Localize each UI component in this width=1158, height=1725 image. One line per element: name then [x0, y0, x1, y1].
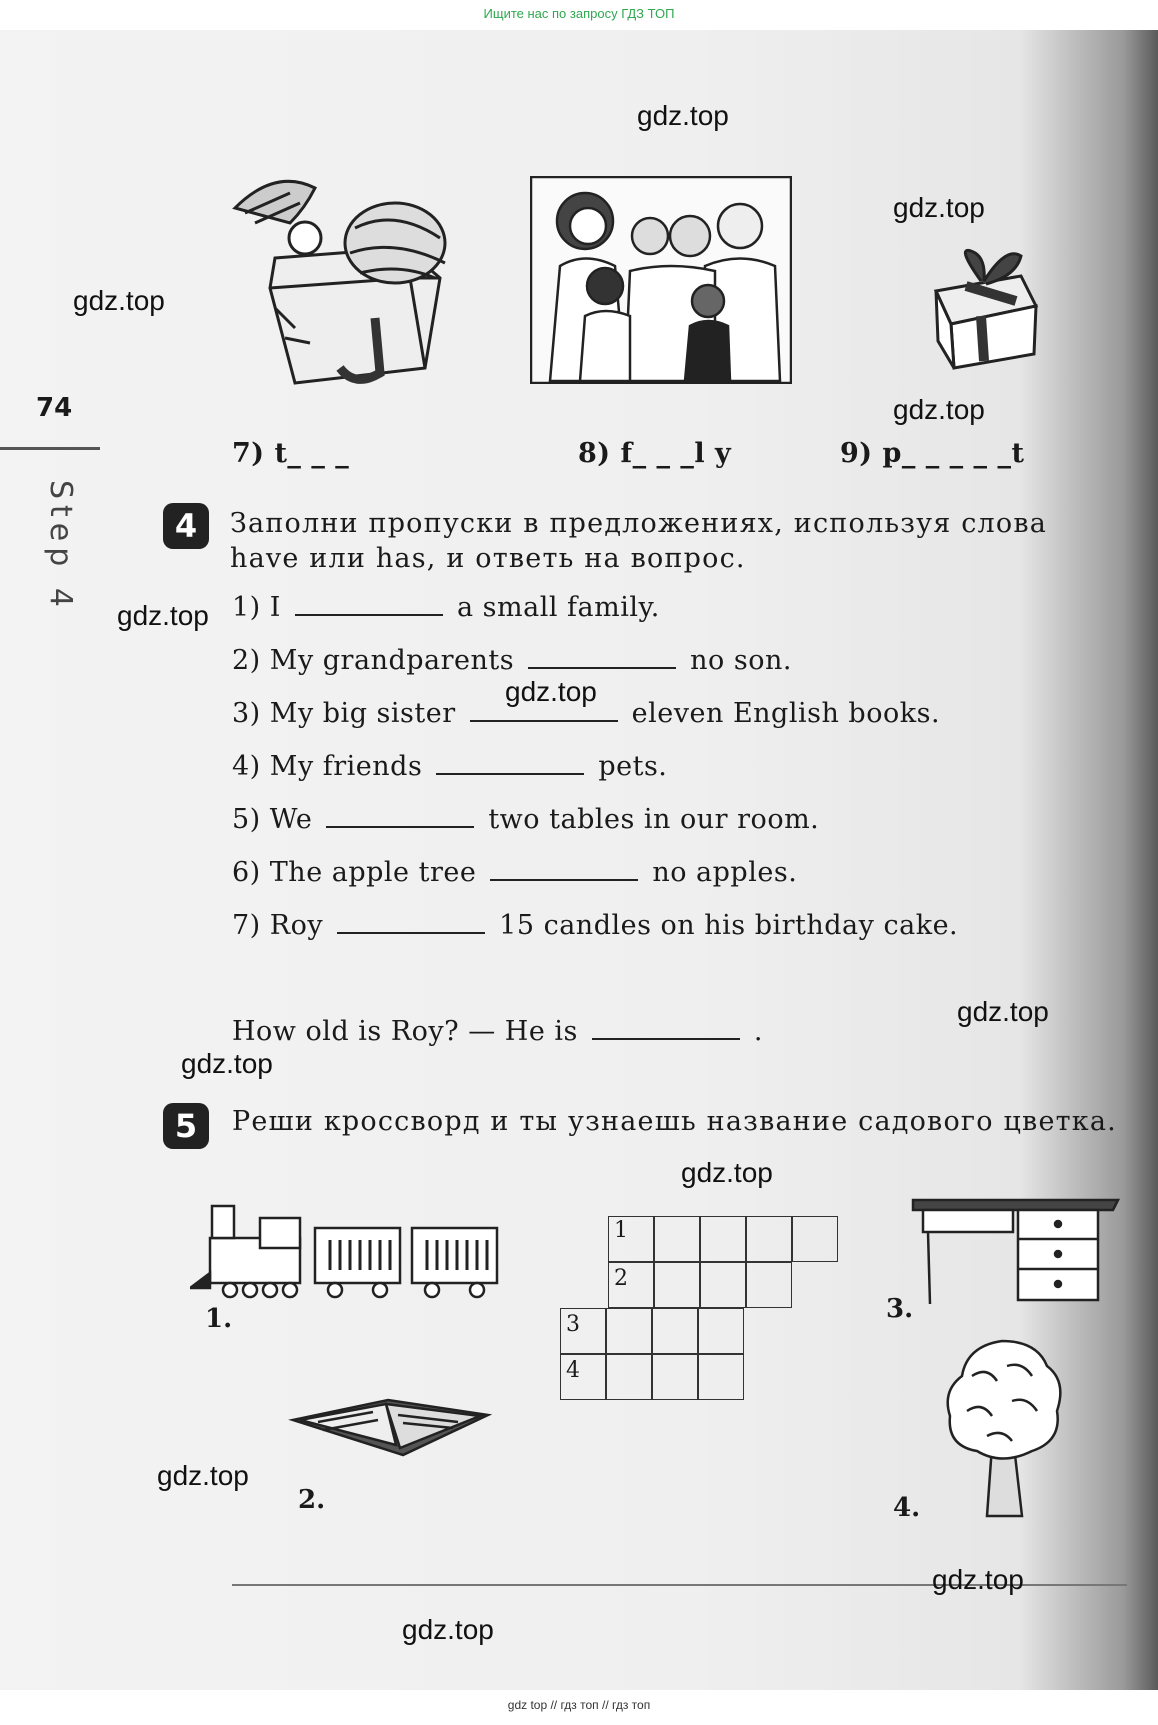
picture-label-2: 2.: [298, 1485, 326, 1515]
train-icon: [190, 1198, 520, 1308]
watermark: gdz.top: [505, 676, 597, 707]
watermark: gdz.top: [181, 1048, 273, 1079]
blank-4[interactable]: [436, 751, 584, 775]
watermark: gdz.top: [932, 1564, 1024, 1595]
watermark: gdz.top: [957, 996, 1049, 1027]
jack-in-the-box-illustration: [215, 168, 490, 403]
watermark: gdz.top: [73, 285, 165, 316]
sentence-4-start: 4) My friends: [232, 751, 423, 782]
sentence-1-end: a small family.: [456, 592, 660, 623]
crossword-cell[interactable]: [700, 1216, 746, 1262]
tree-icon: [942, 1336, 1067, 1522]
sentence-5-start: 5) We: [232, 804, 313, 835]
book-icon: [288, 1390, 493, 1465]
sentence-3-start: 3) My big sister: [232, 698, 456, 729]
desk-icon: [908, 1194, 1123, 1306]
watermark: gdz.top: [893, 394, 985, 425]
crossword-cell[interactable]: [606, 1354, 652, 1400]
crossword-cell[interactable]: [654, 1262, 700, 1308]
crossword-cell[interactable]: [746, 1216, 792, 1262]
blank-7[interactable]: [337, 910, 485, 934]
task-4-instruction: Заполни пропуски в предложениях, используя слова have или has, и ответь на вопрос.: [230, 508, 1048, 574]
crossword-cell[interactable]: [746, 1262, 792, 1308]
crossword-number-4: 4: [566, 1358, 580, 1383]
family-illustration: [530, 176, 792, 384]
watermark: gdz.top: [157, 1460, 249, 1491]
sentence-2: [232, 645, 792, 676]
sentence-6: [232, 857, 797, 888]
crossword-cell[interactable]: [654, 1216, 700, 1262]
sentence-5-end: two tables in our room.: [488, 804, 820, 835]
bottom-banner[interactable]: gdz top // гдз топ // гдз топ: [507, 1698, 651, 1712]
crossword-cell[interactable]: [606, 1308, 652, 1354]
blank-1[interactable]: [295, 592, 443, 616]
watermark: gdz.top: [117, 600, 209, 631]
watermark: gdz.top: [402, 1614, 494, 1645]
watermark: gdz.top: [637, 100, 729, 131]
crossword-cell[interactable]: [652, 1354, 698, 1400]
gift-box-illustration: [926, 246, 1041, 371]
task-4-badge: 4: [163, 503, 209, 549]
sentence-7: [232, 910, 958, 941]
crossword-number-2: 2: [614, 1266, 628, 1291]
prev-item-9: 9) p_ _ _ _ _t: [840, 438, 1025, 469]
crossword-number-1: 1: [614, 1218, 628, 1243]
question-text: How old is Roy? — He is: [232, 1016, 578, 1047]
picture-label-3: 3.: [886, 1294, 914, 1324]
crossword-cell[interactable]: [652, 1308, 698, 1354]
crossword-cell[interactable]: [698, 1354, 744, 1400]
sentence-4-end: pets.: [598, 751, 668, 782]
picture-label-4: 4.: [893, 1493, 921, 1523]
blank-5[interactable]: [326, 804, 474, 828]
sentence-6-end: no apples.: [652, 857, 798, 888]
sentence-3-end: eleven English books.: [631, 698, 941, 729]
prev-item-7: 7) t_ _ _: [232, 438, 350, 469]
question-end: .: [753, 1016, 763, 1047]
side-divider: [0, 447, 100, 450]
task-5-badge: 5: [163, 1103, 209, 1149]
page-number: 74: [36, 393, 73, 423]
blank-6[interactable]: [490, 857, 638, 881]
crossword-number-3: 3: [566, 1312, 580, 1337]
blank-answer[interactable]: [592, 1016, 740, 1040]
crossword-cell[interactable]: [698, 1308, 744, 1354]
sentence-7-start: 7) Roy: [232, 910, 324, 941]
sentence-7-end: 15 candles on his birthday cake.: [499, 910, 959, 941]
crossword-cell[interactable]: [700, 1262, 746, 1308]
top-banner[interactable]: Ищите нас по запросу ГДЗ ТОП: [483, 6, 675, 21]
prev-item-8: 8) f_ _ _l y: [578, 438, 732, 469]
picture-label-1: 1.: [205, 1304, 233, 1334]
sentence-5: [232, 804, 819, 835]
watermark: gdz.top: [681, 1157, 773, 1188]
task-5-instruction: Реши кроссворд и ты узнаешь название садового цветка.: [232, 1106, 1117, 1137]
side-step-label: Step 4: [43, 480, 78, 613]
blank-2[interactable]: [528, 645, 676, 669]
sentence-1-start: 1) I: [232, 592, 281, 623]
question-line: [232, 1016, 763, 1047]
sentence-2-end: no son.: [690, 645, 792, 676]
sentence-6-start: 6) The apple tree: [232, 857, 477, 888]
sentence-1: [232, 592, 660, 623]
sentence-4: [232, 751, 667, 782]
sentence-2-start: 2) My grandparents: [232, 645, 515, 676]
watermark: gdz.top: [893, 192, 985, 223]
crossword-cell[interactable]: [792, 1216, 838, 1262]
